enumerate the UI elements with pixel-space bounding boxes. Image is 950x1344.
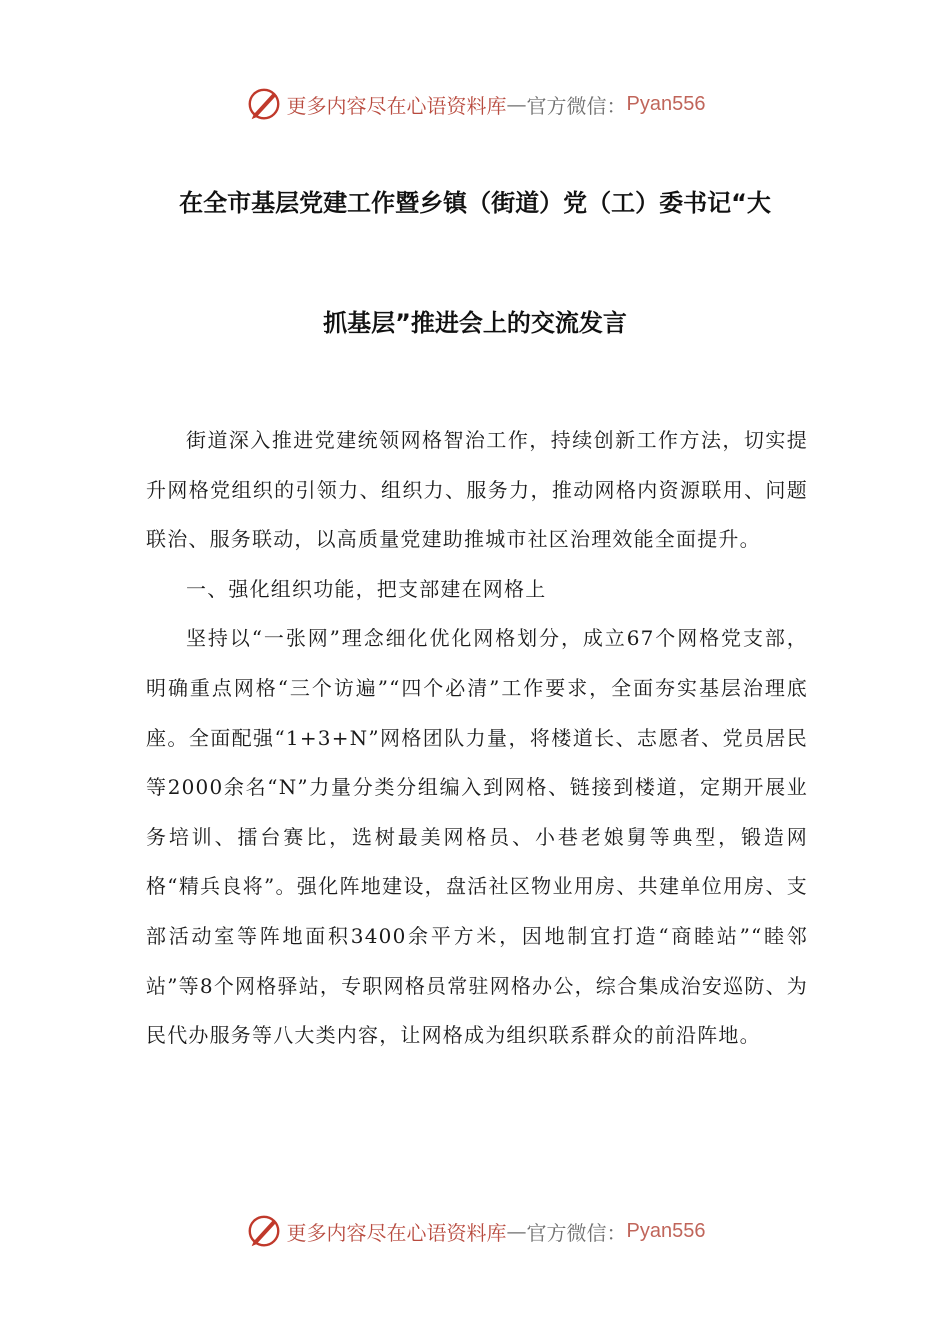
- document-title-line-2: 抓基层”推进会上的交流发言: [323, 309, 627, 337]
- intro-paragraph: 街道深入推进党建统领网格智治工作，持续创新工作方法，切实提升网格党组织的引领力、组织力、服务力，推动网格内资源联用、问题联治、服务联动，以高质量党建助推城市社区治理效能全面提升。: [146, 428, 808, 552]
- watermark-banner-top: [0, 84, 950, 124]
- watermark-dash: —: [506, 1219, 527, 1243]
- watermark-sub-text: 官方微信：: [526, 93, 627, 118]
- watermark-wechat-id: Pyan556: [626, 92, 706, 115]
- watermark-wechat-id: Pyan556: [626, 1219, 706, 1242]
- pen-logo-icon: [245, 85, 283, 123]
- watermark-main-text: 更多内容尽在心语资料库: [286, 1220, 507, 1245]
- document-body: [146, 416, 808, 1061]
- section-heading: 一、强化组织功能，把支部建在网格上: [186, 576, 547, 601]
- pen-logo-icon: [245, 1212, 283, 1250]
- watermark-dash: —: [506, 92, 527, 116]
- watermark-sub-text: 官方微信：: [526, 1220, 627, 1245]
- document-title-line-1: 在全市基层党建工作暨乡镇（街道）党（工）委书记“大: [179, 189, 771, 217]
- body-paragraph: 坚持以“一张网”理念细化优化网格划分，成立67个网格党支部，明确重点网格“三个访遍”“四个必清”工作要求，全面夯实基层治理底座。全面配强“1+3+N”网格团队力量，将楼道长、志愿者、党员居民等2000余名“N”力量分类分组编入到网格、链接到楼道，定期开展业务培训、擂台赛比，选树最美网格员、小巷老娘舅等典型，锻造网格“精兵良将”。强化阵地建设，盘活社区物业用房、共建单位用房、支部活动室等阵地面积3400余平方米，因地制宜打造“商睦站”“睦邻站”等8个网格驿站，专职网格员常驻网格办公，综合集成治安巡防、为民代办服务等八大类内容，让网格成为组织联系群众的前沿阵地。: [146, 626, 808, 1048]
- watermark-banner-bottom: [0, 1211, 950, 1251]
- watermark-main-text: 更多内容尽在心语资料库: [286, 93, 507, 118]
